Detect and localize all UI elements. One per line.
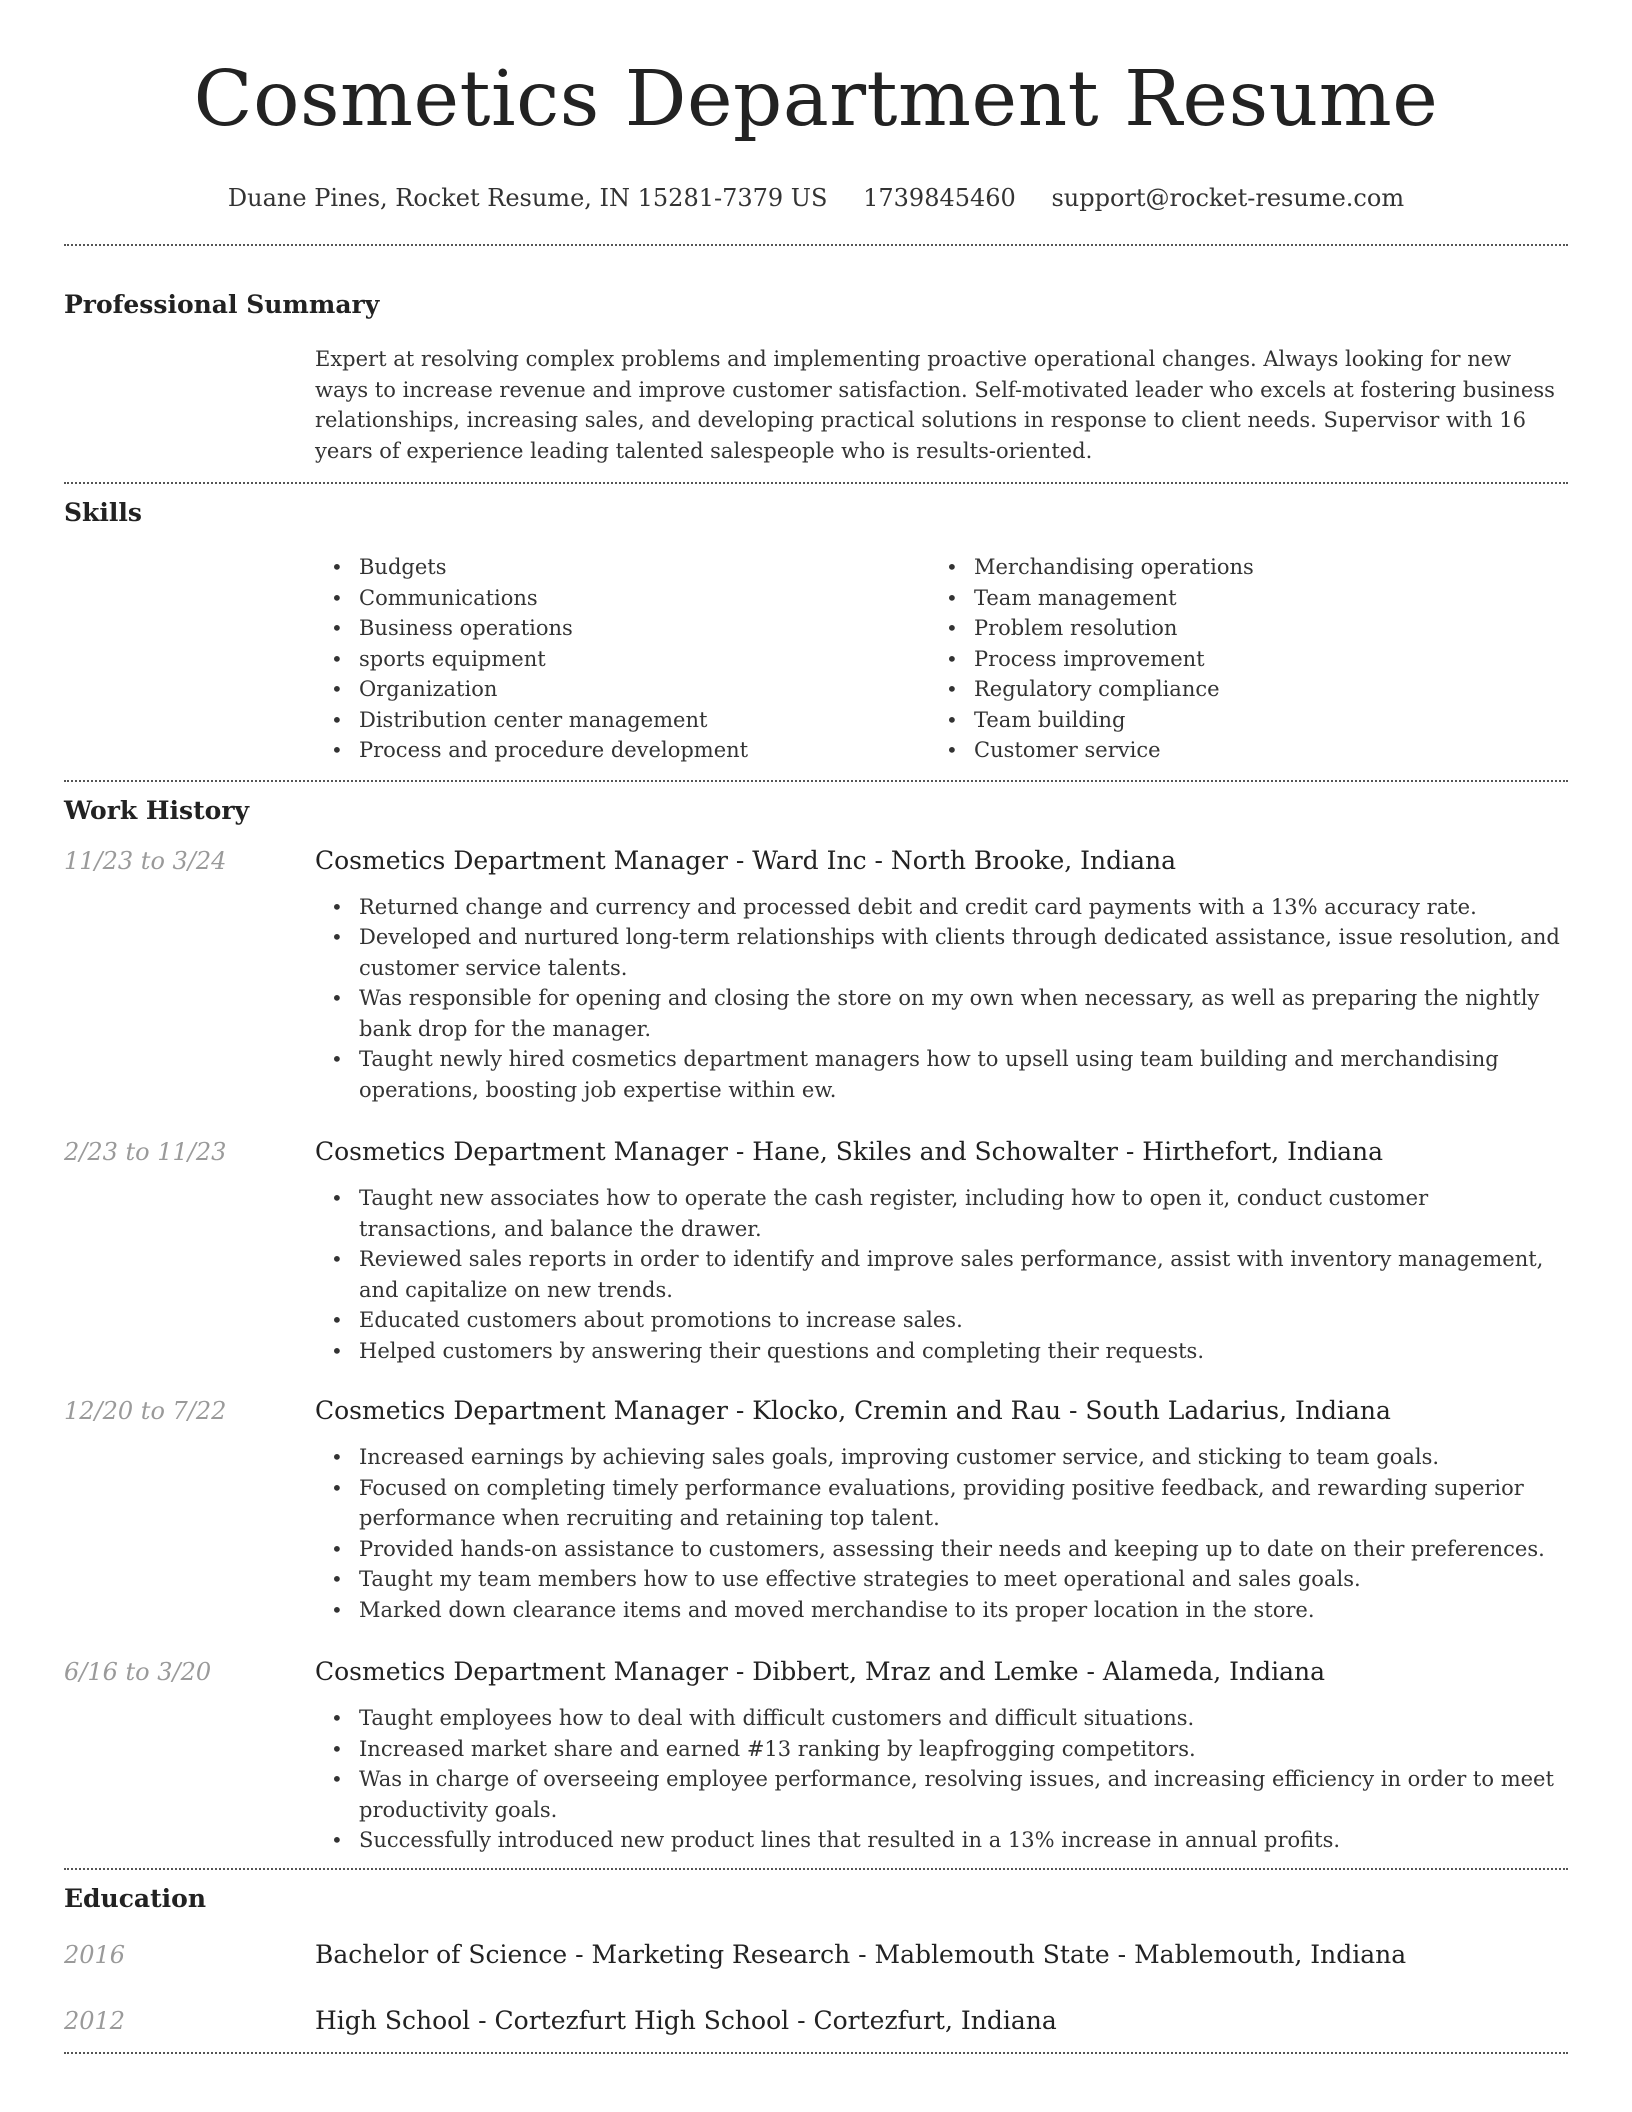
skill-item: • Team building <box>930 705 1545 736</box>
education-section <box>64 1882 1568 2038</box>
divider <box>64 1868 1568 1870</box>
skill-item: • Business operations <box>315 613 930 644</box>
job-date: 11/23 to 3/24 <box>64 846 227 875</box>
job-title: Cosmetics Department Manager - Hane, Skiles and Schowalter - Hirthefort, Indiana <box>315 1137 1384 1166</box>
education-heading: Education <box>64 1883 207 1913</box>
job-title: Cosmetics Department Manager - Dibbert, Mraz and Lemke - Alameda, Indiana <box>315 1657 1326 1686</box>
job-title: Cosmetics Department Manager - Klocko, Cremin and Rau - South Ladarius, Indiana <box>315 1396 1391 1425</box>
job-date: 6/16 to 3/20 <box>64 1658 212 1686</box>
job-bullet: • Successfully introduced new product lines that resulted in a 13% increase in annual profits. <box>315 1825 1568 1856</box>
divider <box>64 482 1568 484</box>
skills-heading: Skills <box>64 498 142 527</box>
job-bullet: • Taught my team members how to use effective strategies to meet operational and sales goals. <box>315 1564 1568 1595</box>
job-bullet: • Reviewed sales reports in order to identify and improve sales performance, assist with inventory management, and capitalize on new trends. <box>315 1244 1568 1305</box>
job-date: 2/23 to 11/23 <box>64 1138 227 1166</box>
education-entry <box>64 2004 1568 2038</box>
job-bullet: • Increased market share and earned #13 ranking by leapfrogging competitors. <box>315 1734 1568 1765</box>
job-bullet: • Was in charge of overseeing employee performance, resolving issues, and increasing efficiency in order to meet productivity goals. <box>315 1764 1568 1825</box>
job-bullet: • Increased earnings by achieving sales goals, improving customer service, and sticking to team goals. <box>315 1442 1568 1473</box>
contact-phone: 1739845460 <box>863 184 1016 212</box>
work-heading: Work History <box>64 795 250 825</box>
skills-grid <box>315 552 1568 766</box>
job-bullets <box>315 892 1568 1106</box>
education-degree: High School - Cortezfurt High School - Cortezfurt, Indiana <box>315 2005 1057 2035</box>
skill-item: • Merchandising operations <box>930 552 1545 583</box>
job-bullets <box>315 1442 1568 1625</box>
job-entry <box>64 1655 1568 1856</box>
job-bullet: • Taught new associates how to operate the cash register, including how to open it, conduct customer transactions, and balance the drawer. <box>315 1183 1568 1244</box>
skill-item: • Process improvement <box>930 644 1545 675</box>
job-bullet: • Marked down clearance items and moved merchandise to its proper location in the store. <box>315 1595 1568 1626</box>
contact-line <box>64 182 1568 214</box>
summary-heading: Professional Summary <box>64 290 380 319</box>
skill-item: • Problem resolution <box>930 613 1545 644</box>
divider <box>64 780 1568 782</box>
skills-column-right <box>930 552 1545 766</box>
summary-section <box>64 288 1568 466</box>
divider <box>64 2052 1568 2054</box>
skill-item: • Communications <box>315 583 930 614</box>
job-date: 12/20 to 7/22 <box>64 1397 227 1425</box>
contact-email: support@rocket-resume.com <box>1051 184 1405 212</box>
resume-title: Cosmetics Department Resume <box>193 55 1439 144</box>
work-section <box>64 794 1568 1868</box>
job-bullet: • Focused on completing timely performance evaluations, providing positive feedback, and rewarding superior performance when recruiting and retaining top talent. <box>315 1473 1568 1534</box>
job-bullet: • Returned change and currency and processed debit and credit card payments with a 13% accuracy rate. <box>315 892 1568 923</box>
job-bullet: • Taught newly hired cosmetics department managers how to upsell using team building and merchandising operations, boosting job expertise within ew. <box>315 1044 1568 1105</box>
skill-item: • Budgets <box>315 552 930 583</box>
skill-item: • Customer service <box>930 735 1545 766</box>
job-bullet: • Taught employees how to deal with difficult customers and difficult situations. <box>315 1703 1568 1734</box>
job-bullet: • Provided hands-on assistance to customers, assessing their needs and keeping up to date on their preferences. <box>315 1534 1568 1565</box>
skill-item: • Distribution center management <box>315 705 930 736</box>
skills-section <box>64 496 1568 766</box>
job-bullet: • Educated customers about promotions to increase sales. <box>315 1305 1568 1336</box>
job-bullet: • Helped customers by answering their questions and completing their requests. <box>315 1336 1568 1367</box>
divider <box>64 244 1568 246</box>
job-bullet: • Was responsible for opening and closing the store on my own when necessary, as well as preparing the nightly bank drop for the manager. <box>315 983 1568 1044</box>
skill-item: • sports equipment <box>315 644 930 675</box>
education-date: 2016 <box>64 1940 126 1969</box>
skill-item: • Regulatory compliance <box>930 674 1545 705</box>
job-bullets <box>315 1183 1568 1366</box>
summary-text: Expert at resolving complex problems and implementing proactive operational changes. Always looking for new ways to increase revenue and improve customer satisfaction. Self-motivated leader who excels at fostering business relationships, increasing sales, and developing practical solutions in response to client needs. Supervisor with 16 years of experience leading talented salespeople who is results-oriented. <box>315 347 1555 463</box>
job-title: Cosmetics Department Manager - Ward Inc - North Brooke, Indiana <box>315 845 1177 875</box>
education-date: 2012 <box>64 2006 126 2035</box>
education-entry <box>64 1938 1568 1972</box>
job-entry <box>64 844 1568 1106</box>
job-entry <box>64 1135 1568 1366</box>
contact-address: Duane Pines, Rocket Resume, IN 15281-7379 US <box>227 184 828 212</box>
education-degree: Bachelor of Science - Marketing Research - Mablemouth State - Mablemouth, Indiana <box>315 1939 1407 1969</box>
job-bullets <box>315 1703 1568 1856</box>
skills-column-left <box>315 552 930 766</box>
skill-item: • Process and procedure development <box>315 735 930 766</box>
job-entry <box>64 1394 1568 1625</box>
skill-item: • Team management <box>930 583 1545 614</box>
job-bullet: • Developed and nurtured long-term relationships with clients through dedicated assistance, issue resolution, and customer service talents. <box>315 922 1568 983</box>
skill-item: • Organization <box>315 674 930 705</box>
